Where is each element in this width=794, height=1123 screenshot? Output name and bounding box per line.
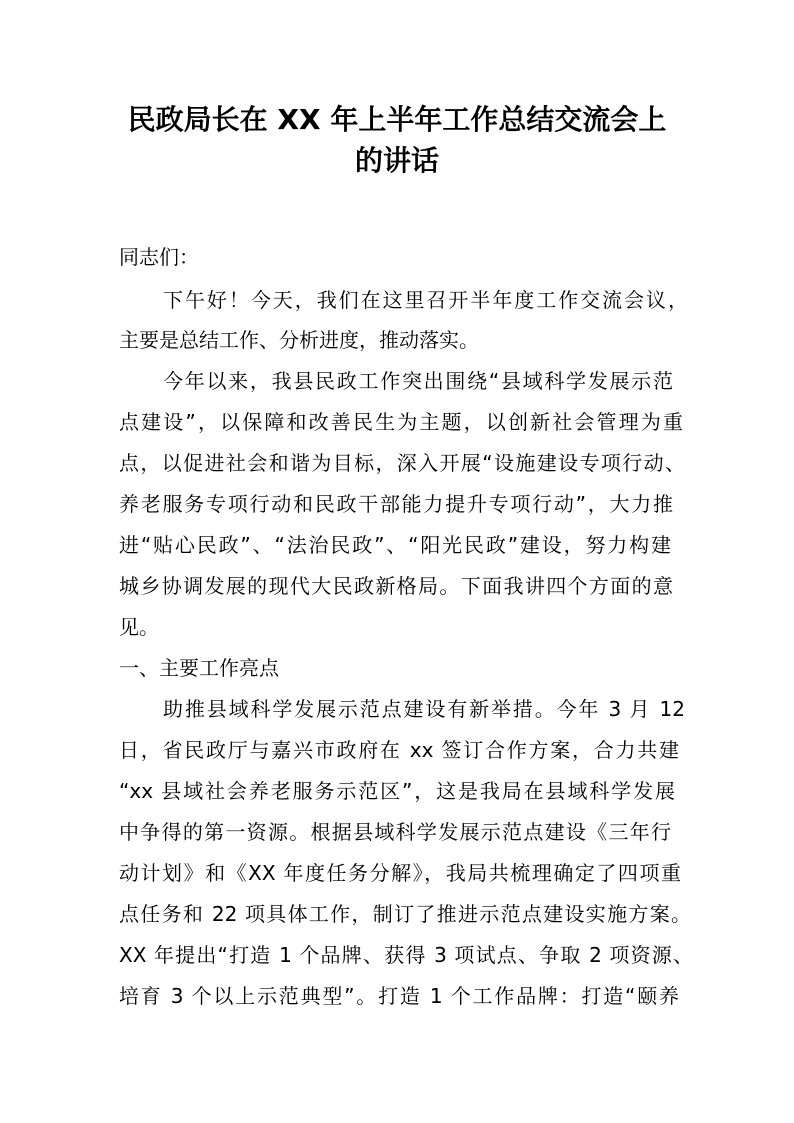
body-line: 助推县域科学发展示范点建设有新举措。今年 3 月 12 (163, 697, 685, 721)
document-title-line-1: 民政局长在 XX 年上半年工作总结交流会上 (127, 103, 667, 136)
body-line: 点建设”，以保障和改善民生为主题，以创新社会管理为重 (119, 410, 683, 434)
body-line: 养老服务专项行动和民政干部能力提升专项行动”，大力推 (119, 492, 673, 516)
body-line: XX 年提出“打造 1 个品牌、获得 3 项试点、争取 2 项资源、 (119, 943, 693, 967)
body-line: 点，以促进社会和谐为目标，深入开展“设施建设专项行动、 (119, 451, 685, 475)
body-line: 日，省民政厅与嘉兴市政府在 xx 签订合作方案，合力共建 (119, 738, 679, 762)
section-heading: 一、主要工作亮点 (119, 656, 279, 680)
body-line: 中争得的第一资源。根据县域科学发展示范点建设《三年行 (119, 820, 671, 844)
body-line: 动计划》和《XX 年度任务分解》，我局共梳理确定了四项重 (119, 861, 681, 885)
salutation: 同志们： (119, 245, 199, 269)
body-line: “xx 县域社会养老服务示范区”，这是我局在县域科学发展 (119, 779, 675, 803)
body-line: 下午好！今天，我们在这里召开半年度工作交流会议， (163, 288, 688, 312)
document-title-line-2: 的讲话 (354, 144, 439, 177)
body-line: 主要是总结工作、分析进度，推动落实。 (119, 328, 479, 352)
body-line: 点任务和 22 项具体工作，制订了推进示范点建设实施方案。 (119, 902, 691, 926)
body-line: 进“贴心民政”、“法治民政”、“阳光民政”建设，努力构建 (119, 533, 671, 557)
body-line: 见。 (119, 615, 159, 639)
body-line: 培育 3 个以上示范典型”。打造 1 个工作品牌：打造“颐养 (119, 984, 679, 1008)
body-line: 今年以来，我县民政工作突出围绕“县域科学发展示范 (163, 369, 673, 393)
body-line: 城乡协调发展的现代大民政新格局。下面我讲四个方面的意 (119, 574, 673, 598)
